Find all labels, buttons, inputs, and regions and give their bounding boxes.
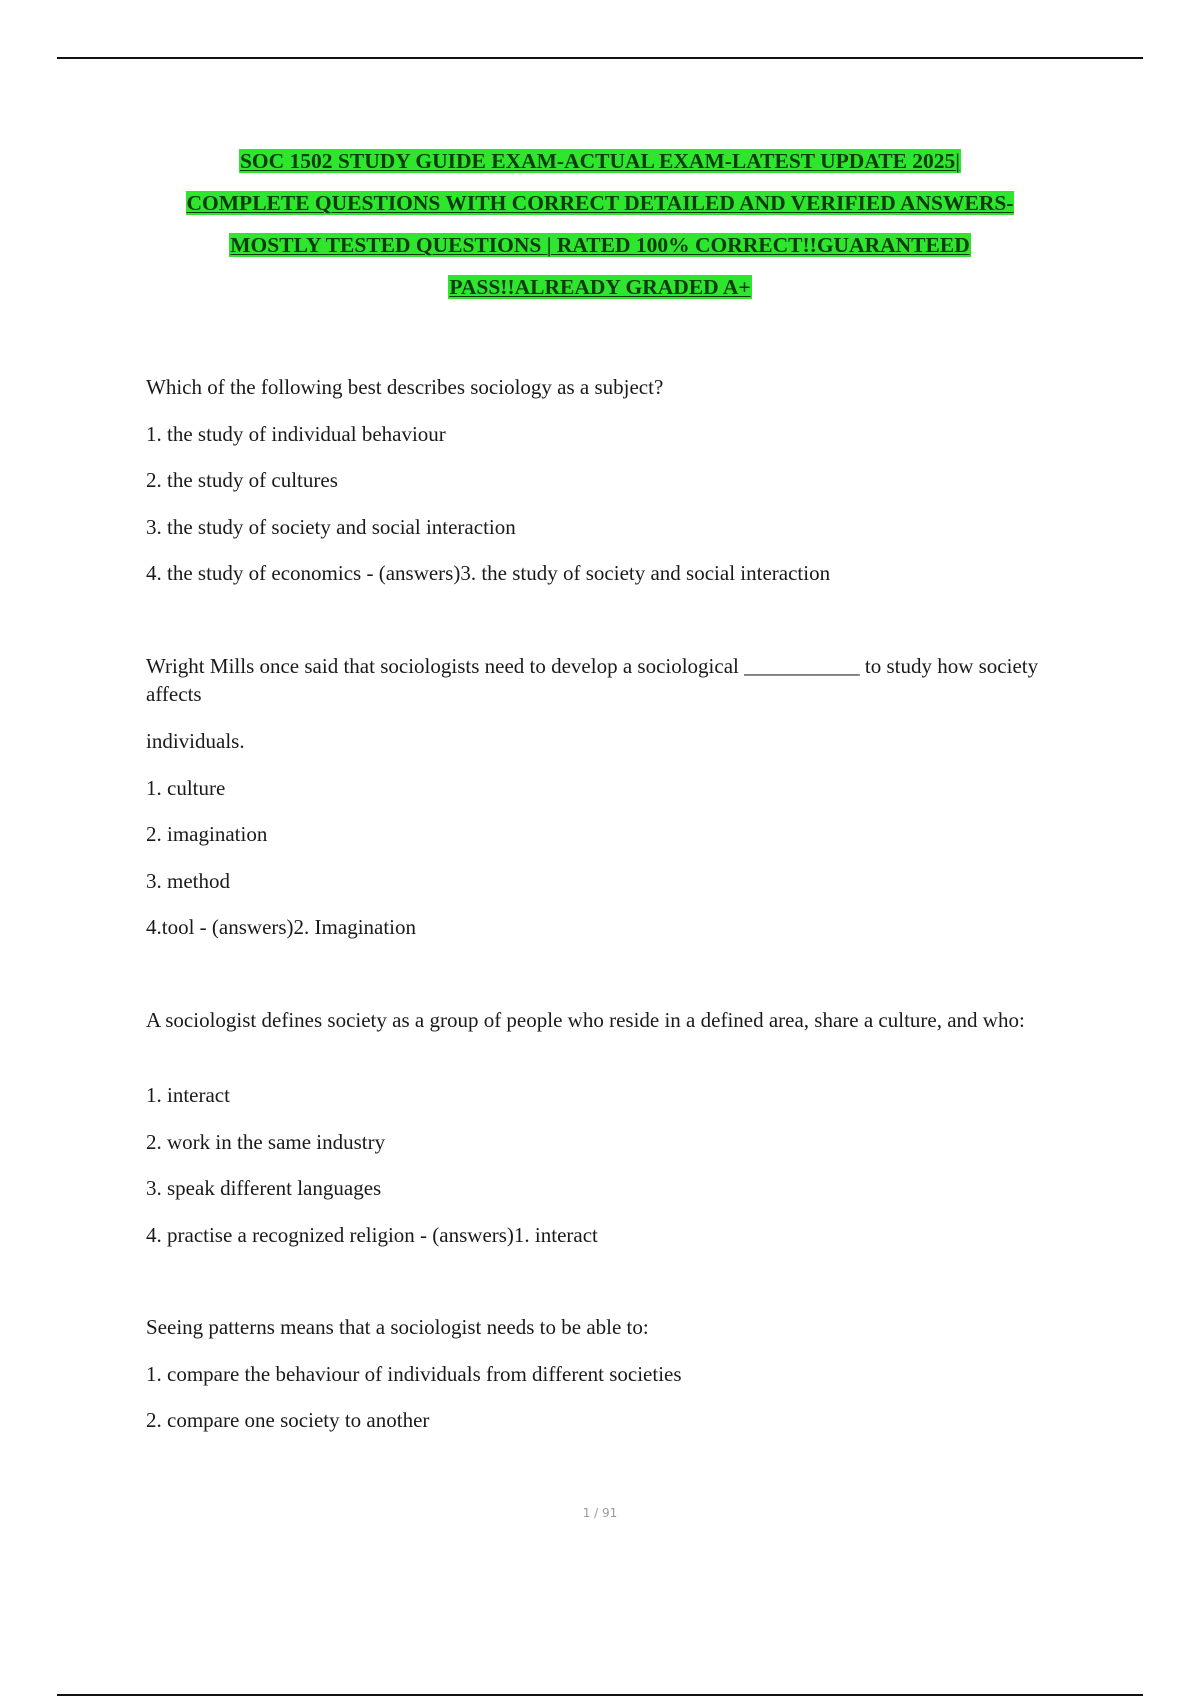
answer-option: 4. practise a recognized religion - (answers)1. interact [146,1223,598,1247]
title-line: PASS!!ALREADY GRADED A+ [449,275,751,299]
question-prompt: Seeing patterns means that a sociologist needs to be able to: [146,1315,649,1339]
question-prompt: A sociologist defines society as a group of people who reside in a defined area, share a culture, and who: [146,1008,1025,1032]
answer-option: 1. the study of individual behaviour [146,422,446,446]
answer-option: 4.tool - (answers)2. Imagination [146,915,417,939]
answer-option: 3. speak different languages [146,1176,382,1200]
header-rule [57,57,1143,59]
question-prompt-continued: individuals. [146,729,245,753]
answer-option: 1. culture [146,776,226,800]
answer-option: 4. the study of economics - (answers)3. the study of society and social interaction [146,561,831,585]
question-prompt: Wright Mills once said that sociologists need to develop a sociological ___________ to study how society affects [146,654,1039,706]
answer-option: 3. the study of society and social interaction [146,515,516,539]
answer-option: 1. compare the behaviour of individuals from different societies [146,1362,682,1386]
title-line: MOSTLY TESTED QUESTIONS | RATED 100% CORRECT!!GUARANTEED [230,233,970,257]
title-line: COMPLETE QUESTIONS WITH CORRECT DETAILED AND VERIFIED ANSWERS- [186,191,1014,215]
page-indicator: 1 / 91 [582,1506,618,1520]
answer-option: 3. method [146,869,230,893]
footer-rule [57,1694,1143,1696]
answer-option: 1. interact [146,1083,230,1107]
answer-option: 2. work in the same industry [146,1130,386,1154]
question-prompt: Which of the following best describes sociology as a subject? [146,375,664,399]
answer-option: 2. the study of cultures [146,468,338,492]
answer-option: 2. imagination [146,822,268,846]
answer-option: 2. compare one society to another [146,1408,430,1432]
title-line: SOC 1502 STUDY GUIDE EXAM-ACTUAL EXAM-LATEST UPDATE 2025| [239,149,961,173]
document-title [130,140,1070,308]
